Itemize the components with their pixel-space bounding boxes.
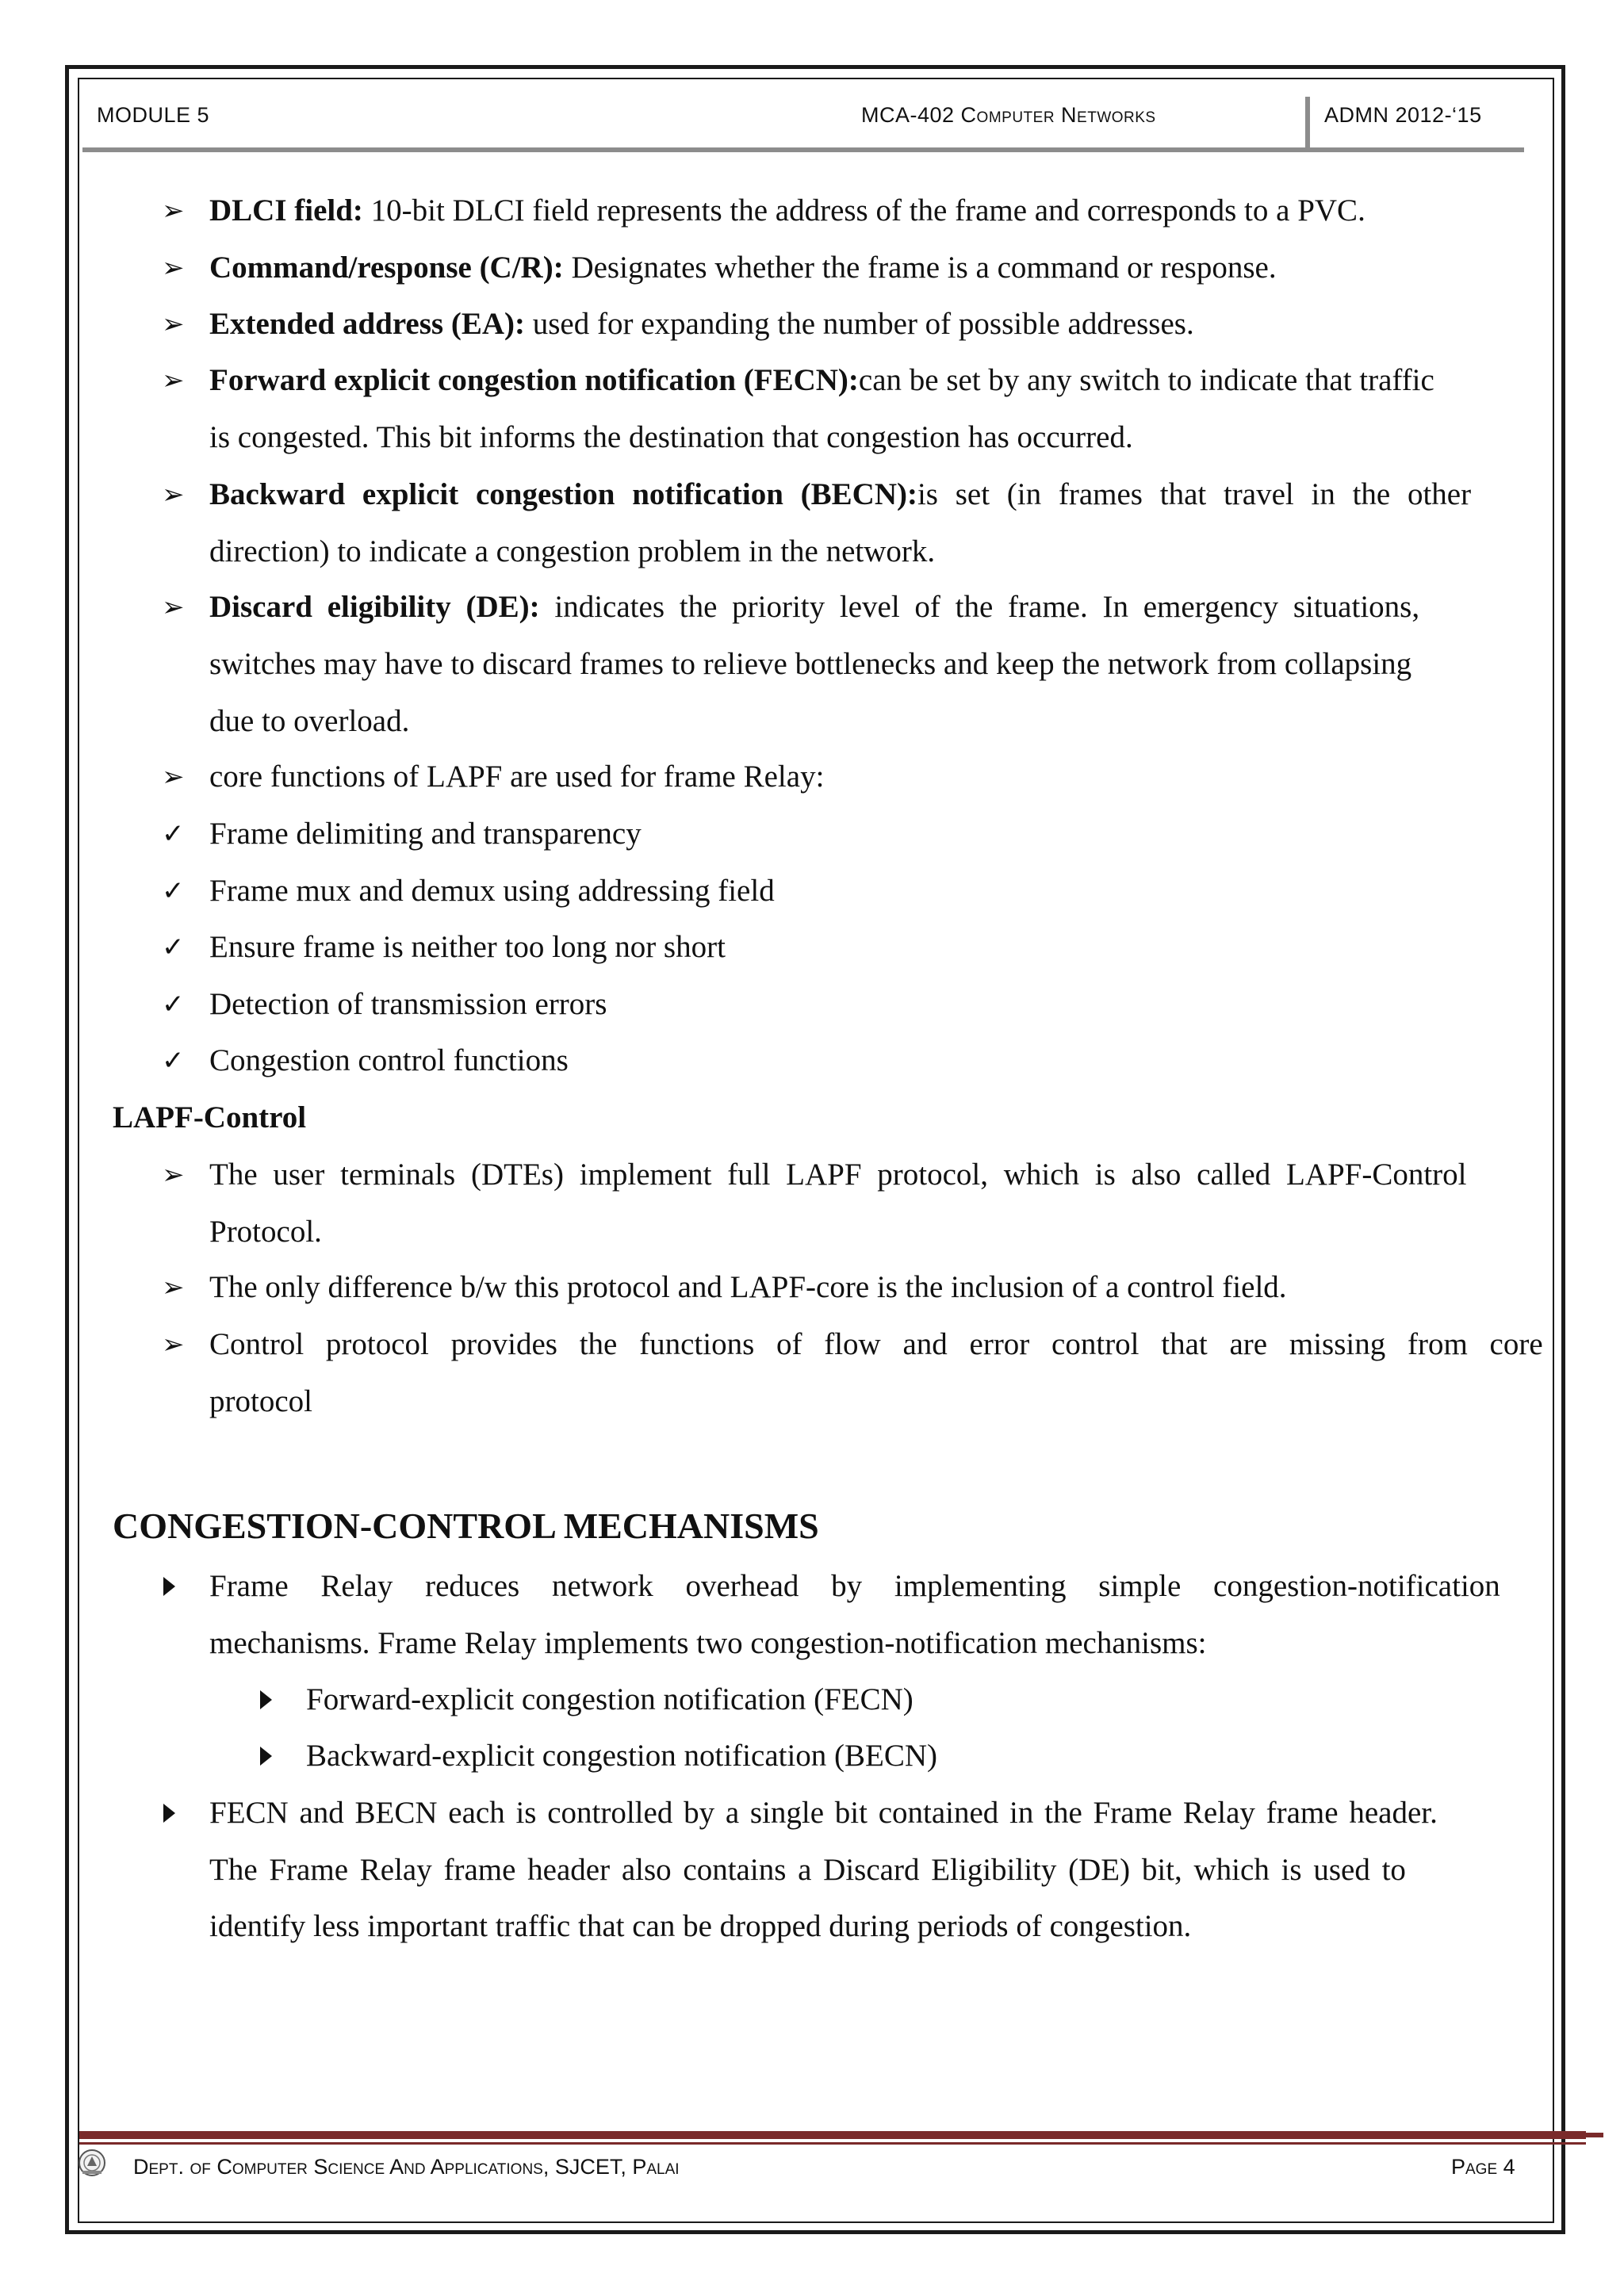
subheading-lapf-control: LAPF-Control <box>113 1100 307 1135</box>
arrowhead-icon: ➢ <box>162 308 185 340</box>
bullet-becn-cont: direction) to indicate a congestion problem in the network. <box>209 534 936 568</box>
footer-rule <box>79 2131 1586 2139</box>
check-item: Detection of transmission errors <box>209 987 607 1021</box>
triangle-icon <box>163 1804 175 1823</box>
arrowhead-icon: ➢ <box>162 761 185 793</box>
heading-congestion-control: CONGESTION-CONTROL MECHANISMS <box>113 1506 819 1546</box>
header-course: MCA-402 Computer Networks <box>861 103 1156 127</box>
bullet-lapf-control-protocol-cont: protocol <box>209 1384 312 1418</box>
arrowhead-icon: ➢ <box>162 1272 185 1303</box>
arrowhead-icon: ➢ <box>162 1329 185 1360</box>
congestion-paragraph-2-cont: The Frame Relay frame header also contains a Discard Eligibility (DE) bit, which is used to <box>209 1853 1406 1887</box>
footer-page-number: Page 4 <box>1451 2155 1515 2179</box>
bullet-cr: Command/response (C/R): Designates whether the frame is a command or response. <box>209 251 1277 285</box>
bullet-dlci: DLCI field: 10-bit DLCI field represents the address of the frame and corresponds to a PVC. <box>209 193 1365 228</box>
footer-rule-thin <box>79 2142 1586 2145</box>
congestion-paragraph-1: Frame Relay reduces network overhead by implementing simple congestion-notification <box>209 1569 1500 1603</box>
check-icon: ✓ <box>162 818 185 850</box>
header-separator <box>1305 97 1310 147</box>
sub-item-fecn: Forward-explicit congestion notification (FECN) <box>306 1682 914 1716</box>
arrowhead-icon: ➢ <box>162 365 185 396</box>
check-item: Congestion control functions <box>209 1043 569 1077</box>
bullet-fecn: Forward explicit congestion notification (FECN):can be set by any switch to indicate that traffic <box>209 363 1434 397</box>
triangle-icon <box>163 1577 175 1596</box>
triangle-icon <box>260 1747 272 1766</box>
bullet-de-cont: switches may have to discard frames to relieve bottlenecks and keep the network from collapsing <box>209 647 1412 681</box>
bullet-lapf-dte-cont: Protocol. <box>209 1215 322 1249</box>
bullet-lapf-difference: The only difference b/w this protocol and LAPF-core is the inclusion of a control field. <box>209 1270 1287 1304</box>
bullet-core-functions: core functions of LAPF are used for frame Relay: <box>209 760 825 794</box>
congestion-paragraph-2-cont2: identify less important traffic that can be dropped during periods of congestion. <box>209 1909 1192 1943</box>
check-item: Ensure frame is neither too long nor short <box>209 930 726 964</box>
arrowhead-icon: ➢ <box>162 591 185 623</box>
bullet-fecn-cont: is congested. This bit informs the destination that congestion has occurred. <box>209 420 1133 454</box>
bullet-lapf-control-protocol: Control protocol provides the functions of flow and error control that are missing from core <box>209 1327 1543 1361</box>
check-item: Frame delimiting and transparency <box>209 817 642 851</box>
check-icon: ✓ <box>162 875 185 907</box>
triangle-icon <box>260 1690 272 1709</box>
college-logo-icon <box>76 2147 108 2179</box>
check-item: Frame mux and demux using addressing field <box>209 874 775 908</box>
arrowhead-icon: ➢ <box>162 1159 185 1191</box>
header-rule <box>82 147 1524 152</box>
sub-item-becn: Backward-explicit congestion notification (BECN) <box>306 1739 938 1773</box>
arrowhead-icon: ➢ <box>162 195 185 227</box>
bullet-ea: Extended address (EA): used for expanding the number of possible addresses. <box>209 307 1194 341</box>
check-icon: ✓ <box>162 1045 185 1077</box>
bullet-de-cont2: due to overload. <box>209 704 410 738</box>
bullet-lapf-dte: The user terminals (DTEs) implement full LAPF protocol, which is also called LAPF-Control <box>209 1158 1467 1192</box>
arrowhead-icon: ➢ <box>162 479 185 511</box>
footer-department: Dept. of Computer Science And Applications, SJCET, Palai <box>133 2155 680 2179</box>
congestion-paragraph-1-cont: mechanisms. Frame Relay implements two congestion-notification mechanisms: <box>209 1626 1207 1660</box>
bullet-de: Discard eligibility (DE): indicates the priority level of the frame. In emergency situations, <box>209 590 1420 624</box>
arrowhead-icon: ➢ <box>162 252 185 284</box>
congestion-paragraph-2: FECN and BECN each is controlled by a single bit contained in the Frame Relay frame header. <box>209 1796 1438 1830</box>
footer-rule-extension <box>1586 2133 1603 2137</box>
header-module: MODULE 5 <box>97 103 210 127</box>
bullet-becn: Backward explicit congestion notification (BECN):is set (in frames that travel in the other <box>209 477 1472 511</box>
header-admission: ADMN 2012-‘15 <box>1324 103 1482 127</box>
check-icon: ✓ <box>162 989 185 1020</box>
check-icon: ✓ <box>162 932 185 963</box>
